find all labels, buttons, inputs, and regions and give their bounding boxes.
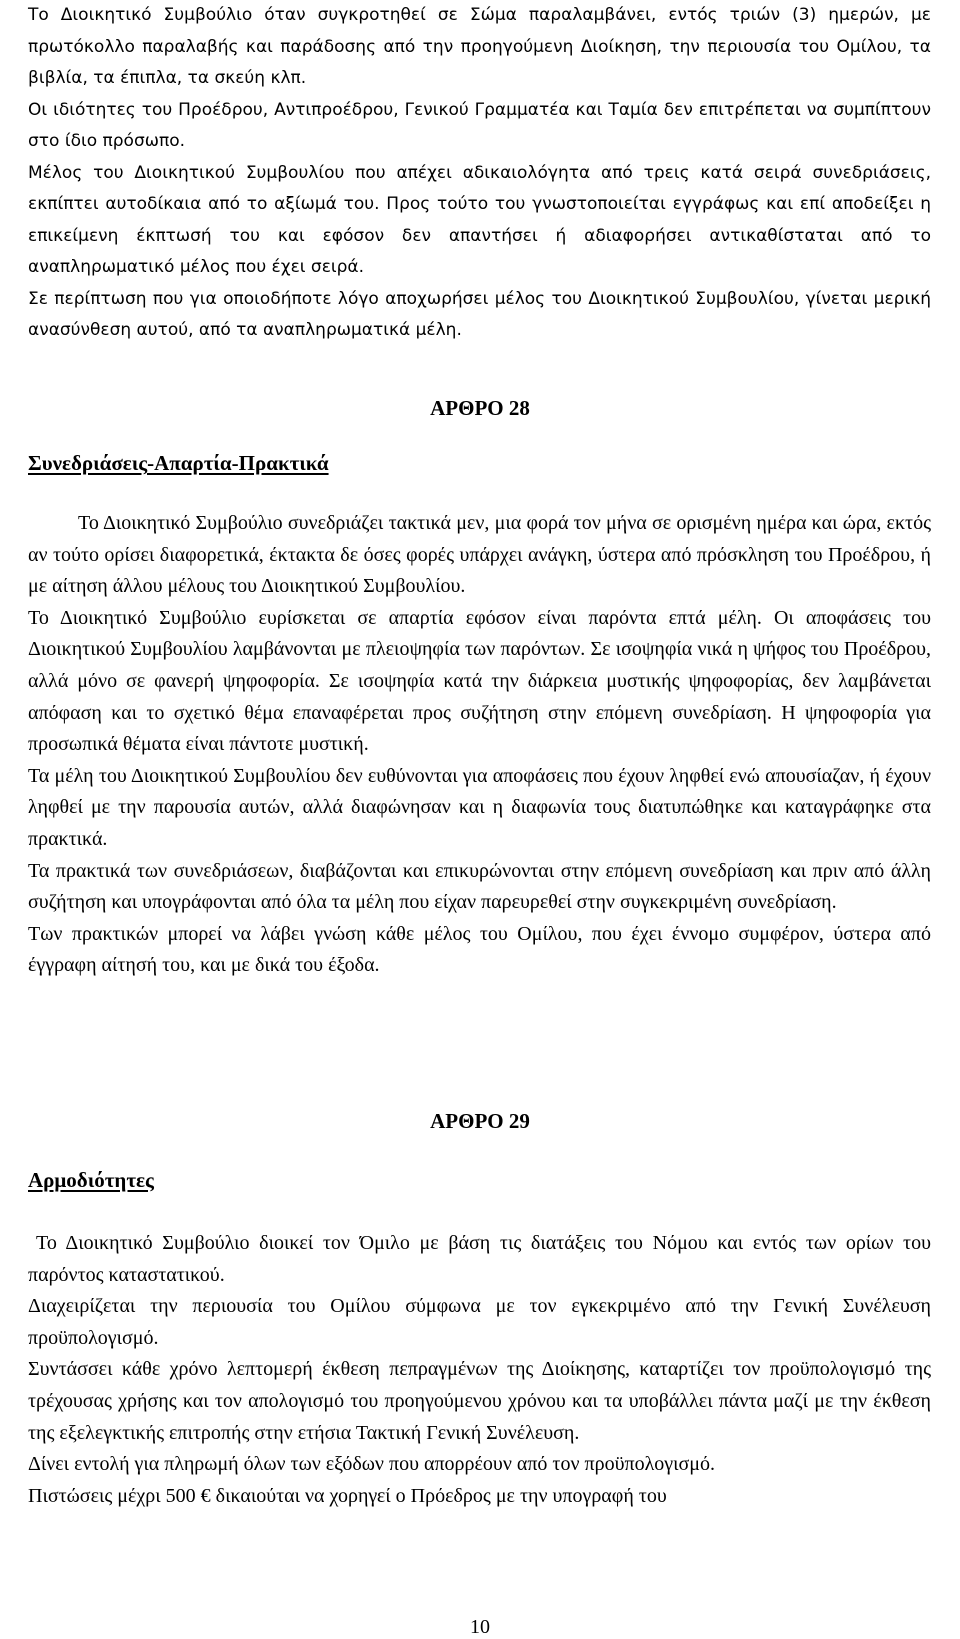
article-28-body xyxy=(28,508,931,982)
paragraph: Πιστώσεις μέχρι 500 € δικαιούται να χορηγεί ο Πρόεδρος με την υπογραφή του xyxy=(28,1484,667,1507)
paragraph: Συντάσσει κάθε χρόνο λεπτομερή έκθεση πεπραγμένων της Διοίκησης, καταρτίζει τον προϋπολογισμό της τρέχουσας χρήσης και τον απολογισμό του προηγούμενου χρόνου και τα υποβάλλει πάντα μαζί με την έκθεση της εξελεγκτικής επιτροπής στην ετήσια Τακτική Γενική Συνέλευση. xyxy=(28,1358,931,1444)
paragraph: Το Διοικητικό Συμβούλιο όταν συγκροτηθεί σε Σώμα παραλαμβάνει, εντός τριών (3) ημερών, με πρωτόκολλο παραλαβής και παράδοσης από την προηγούμενη Διοίκηση, την περιουσία του Ομίλου, τα βιβλία, τα έπιπλα, τα σκεύη κλπ. xyxy=(28,5,931,88)
article-29-title: Αρμοδιότητες xyxy=(28,1168,154,1192)
paragraph: Διαχειρίζεται την περιουσία του Ομίλου σύμφωνα με τον εγκεκριμένο από την Γενική Συνέλευση προϋπολογισμό. xyxy=(28,1295,931,1349)
paragraph: Οι ιδιότητες του Προέδρου, Αντιπροέδρου, Γενικού Γραμματέα και Ταμία δεν επιτρέπεται να συμπίπτουν στο ίδιο πρόσωπο. xyxy=(28,99,931,151)
paragraph: Το Διοικητικό Συμβούλιο διοικεί τον Όμιλο με βάση τις διατάξεις του Νόμου και εντός των ορίων του παρόντος καταστατικού. xyxy=(28,1232,931,1286)
article-29-body xyxy=(28,1228,931,1512)
intro-section xyxy=(28,0,931,347)
article-29-heading: ΑΡΘΡΟ 29 xyxy=(430,1109,530,1133)
paragraph: Σε περίπτωση που για οποιοδήποτε λόγο αποχωρήσει μέλος του Διοικητικού Συμβουλίου, γίνεται μερική ανασύνθεση αυτού, από τα αναπληρωματικά μέλη. xyxy=(28,288,931,340)
paragraph: Δίνει εντολή για πληρωμή όλων των εξόδων που απορρέουν από τον προϋπολογισμό. xyxy=(28,1453,716,1476)
page-number: 10 xyxy=(470,1616,490,1638)
article-28-heading: ΑΡΘΡΟ 28 xyxy=(430,396,530,420)
paragraph: Το Διοικητικό Συμβούλιο συνεδριάζει τακτικά μεν, μια φορά τον μήνα σε ορισμένη ημέρα και ώρα, εκτός αν τούτο ορίσει διαφορετικά, έκτακτα δε όσες φορές υπάρχει ανάγκη, ύστερα από πρόσκληση του Προέδρου, ή με αίτηση άλλου μέλους του Διοικητικού Συμβουλίου. xyxy=(28,512,931,598)
paragraph: Τα μέλη του Διοικητικού Συμβουλίου δεν ευθύνονται για αποφάσεις που έχουν ληφθεί ενώ απουσίαζαν, ή έχουν ληφθεί με την παρουσία αυτών, αλλά διαφώνησαν και η διαφωνία τους διατυπώθηκε και καταγράφηκε στα πρακτικά. xyxy=(28,764,931,850)
paragraph: Το Διοικητικό Συμβούλιο ευρίσκεται σε απαρτία εφόσον είναι παρόντα επτά μέλη. Οι αποφάσεις του Διοικητικού Συμβουλίου λαμβάνονται με πλειοψηφία των παρόντων. Σε ισοψηφία νικά η ψήφος του Προέδρου, αλλά μόνο σε φανερή ψηφοφορία. Σε ισοψηφία κατά την διάρκεια μυστικής ψηφοφορίας, δεν λαμβάνεται απόφαση και το σχετικό θέμα επαναφέρεται προς συζήτηση στην επόμενη συνεδρίαση. Η ψηφοφορία για προσωπικά θέματα είναι πάντοτε μυστική. xyxy=(28,606,931,756)
paragraph: Τα πρακτικά των συνεδριάσεων, διαβάζονται και επικυρώνονται στην επόμενη συνεδρίαση και πριν από άλλη συζήτηση και υπογράφονται από όλα τα μέλη που είχαν παρευρεθεί στην συγκεκριμένη συνεδρίαση. xyxy=(28,859,931,914)
paragraph: Των πρακτικών μπορεί να λάβει γνώση κάθε μέλος του Ομίλου, που έχει έννομο συμφέρον, ύστερα από έγγραφη αίτησή του, και με δικά του έξοδα. xyxy=(28,922,931,977)
paragraph: Μέλος του Διοικητικού Συμβουλίου που απέχει αδικαιολόγητα από τρεις κατά σειρά συνεδριάσεις, εκπίπτει αυτοδίκαια από το αξίωμά του. Προς τούτο του γνωστοποιείται εγγράφως και επί αποδείξει η επικείμενη έκπτωσή του και εφόσον δεν απαντήσει ή αδιαφορήσει αντικαθίσταται από το αναπληρωματικό μέλος που έχει σειρά. xyxy=(28,162,931,277)
article-28-title: Συνεδριάσεις-Απαρτία-Πρακτικά xyxy=(28,451,329,475)
